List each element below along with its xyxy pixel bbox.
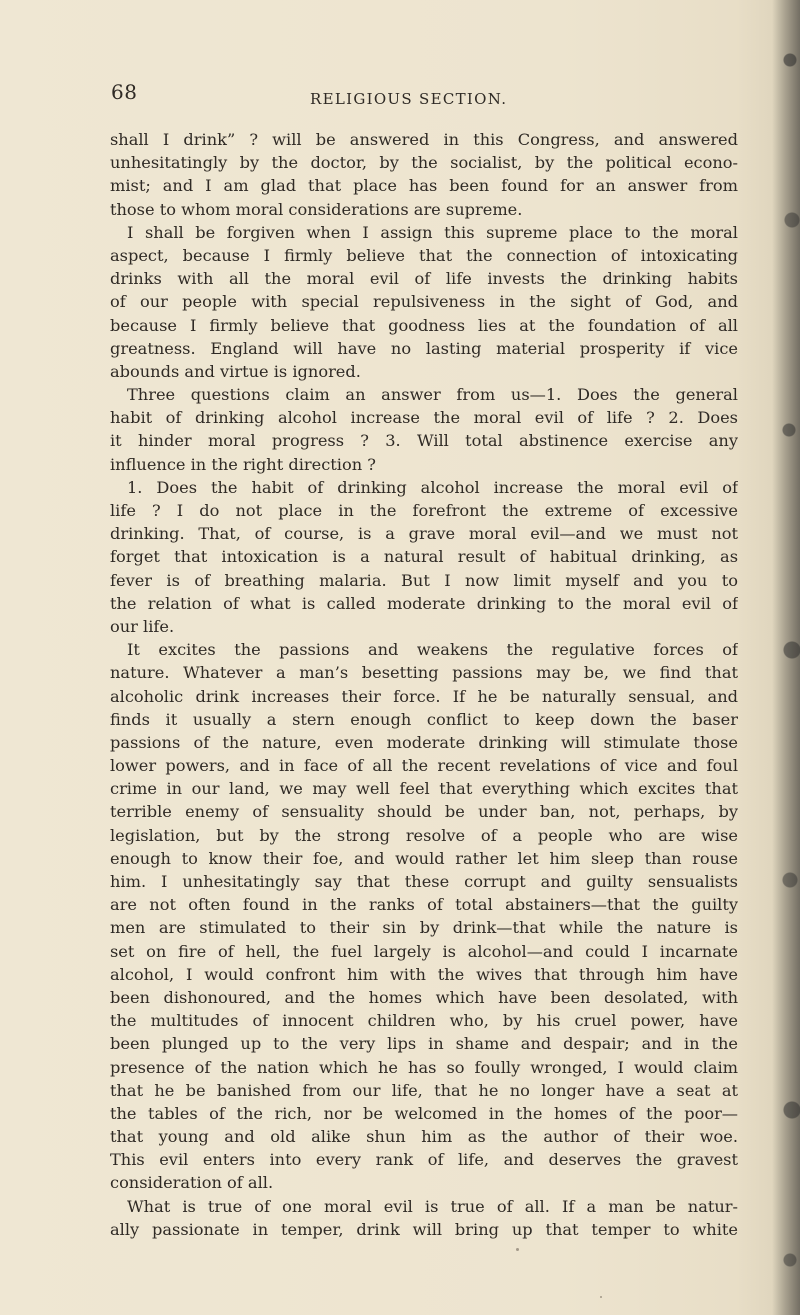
text-line: unhesitatingly by the doctor, by the socialist, by the political econo- [110, 153, 738, 173]
text-line: mist; and I am glad that place has been found for an answer from [110, 176, 738, 196]
text-line: greatness. England will have no lasting material prosperity if vice [110, 338, 738, 358]
text-line: 1. Does the habit of drinking alcohol increase the moral evil of [127, 477, 738, 497]
text-line: What is true of one moral evil is true of all. If a man be natur- [127, 1196, 738, 1216]
text-line: drinks with all the moral evil of life invests the drinking habits [110, 269, 738, 289]
text-line: it hinder moral progress ? 3. Will total abstinence exercise any [110, 431, 738, 451]
text-line: aspect, because I firmly believe that the connection of intoxicating [110, 245, 738, 265]
page-number: 68 [111, 80, 138, 104]
running-head: RELIGIOUS SECTION. [310, 90, 508, 108]
text-line: presence of the nation which he has so foully wronged, I would claim [110, 1057, 738, 1077]
text-line: passions of the nature, even moderate drinking will stimulate those [110, 732, 738, 752]
text-line: Three questions claim an answer from us—1. Does the general [127, 385, 738, 405]
text-line: those to whom moral considerations are supreme. [110, 199, 523, 219]
text-line: that young and old alike shun him as the author of their woe. [110, 1127, 738, 1147]
text-line: legislation, but by the strong resolve of a people who are wise [110, 825, 738, 845]
text-line: alcoholic drink increases their force. If he be naturally sensual, and [110, 686, 738, 706]
body-text [110, 128, 738, 1241]
paper-speck [516, 1248, 519, 1251]
text-line: alcohol, I would confront him with the wives that through him have [110, 964, 738, 984]
text-line: terrible enemy of sensuality should be under ban, not, perhaps, by [110, 802, 738, 822]
text-line: the relation of what is called moderate drinking to the moral evil of [110, 593, 738, 613]
text-line: shall I drink” ? will be answered in this Congress, and answered [110, 130, 738, 149]
text-line: enough to know their foe, and would rather let him sleep than rouse [110, 848, 738, 868]
text-line: life ? I do not place in the forefront the extreme of excessive [110, 501, 738, 520]
text-line: influence in the right direction ? [110, 454, 376, 474]
text-line: ally passionate in temper, drink will bring up that temper to white [110, 1219, 738, 1239]
text-line: lower powers, and in face of all the recent revelations of vice and foul [110, 756, 738, 776]
text-line: habit of drinking alcohol increase the moral evil of life ? 2. Does [110, 408, 738, 428]
text-line: fever is of breathing malaria. But I now limit myself and you to [110, 570, 738, 590]
text-line: because I firmly believe that goodness lies at the foundation of all [110, 315, 738, 335]
text-line: abounds and virtue is ignored. [110, 361, 361, 381]
text-line: the tables of the rich, nor be welcomed in the homes of the poor— [110, 1103, 738, 1123]
text-line: men are stimulated to their sin by drink—that while the nature is [110, 918, 738, 938]
text-line: drinking. That, of course, is a grave moral evil—and we must not [110, 524, 738, 544]
text-line: forget that intoxication is a natural result of habitual drinking, as [110, 547, 738, 567]
text-line: It excites the passions and weakens the regulative forces of [127, 640, 738, 660]
text-line: nature. Whatever a man’s besetting passions may be, we find that [110, 663, 738, 683]
text-line: him. I unhesitatingly say that these corrupt and guilty sensualists [110, 872, 738, 891]
text-line: crime in our land, we may well feel that everything which excites that [110, 779, 738, 799]
text-line: been dishonoured, and the homes which have been desolated, with [110, 987, 738, 1007]
text-line: our life. [110, 616, 175, 636]
text-line: the multitudes of innocent children who, by his cruel power, have [110, 1011, 738, 1031]
text-line: of our people with special repulsiveness in the sight of God, and [110, 292, 738, 312]
text-line: This evil enters into every rank of life, and deserves the gravest [110, 1150, 738, 1170]
text-line: set on fire of hell, the fuel largely is alcohol—and could I incarnate [110, 941, 738, 961]
paper-speck [600, 1296, 602, 1298]
text-line: are not often found in the ranks of total abstainers—that the guilty [110, 895, 738, 915]
text-line: finds it usually a stern enough conflict to keep down the baser [110, 709, 738, 729]
text-line: been plunged up to the very lips in shame and despair; and in the [110, 1034, 738, 1054]
text-line: that he be banished from our life, that he no longer have a seat at [110, 1080, 738, 1100]
text-line: I shall be forgiven when I assign this supreme place to the moral [127, 222, 738, 242]
binding-edge-marks [780, 0, 800, 1315]
text-line: consideration of all. [110, 1173, 274, 1193]
